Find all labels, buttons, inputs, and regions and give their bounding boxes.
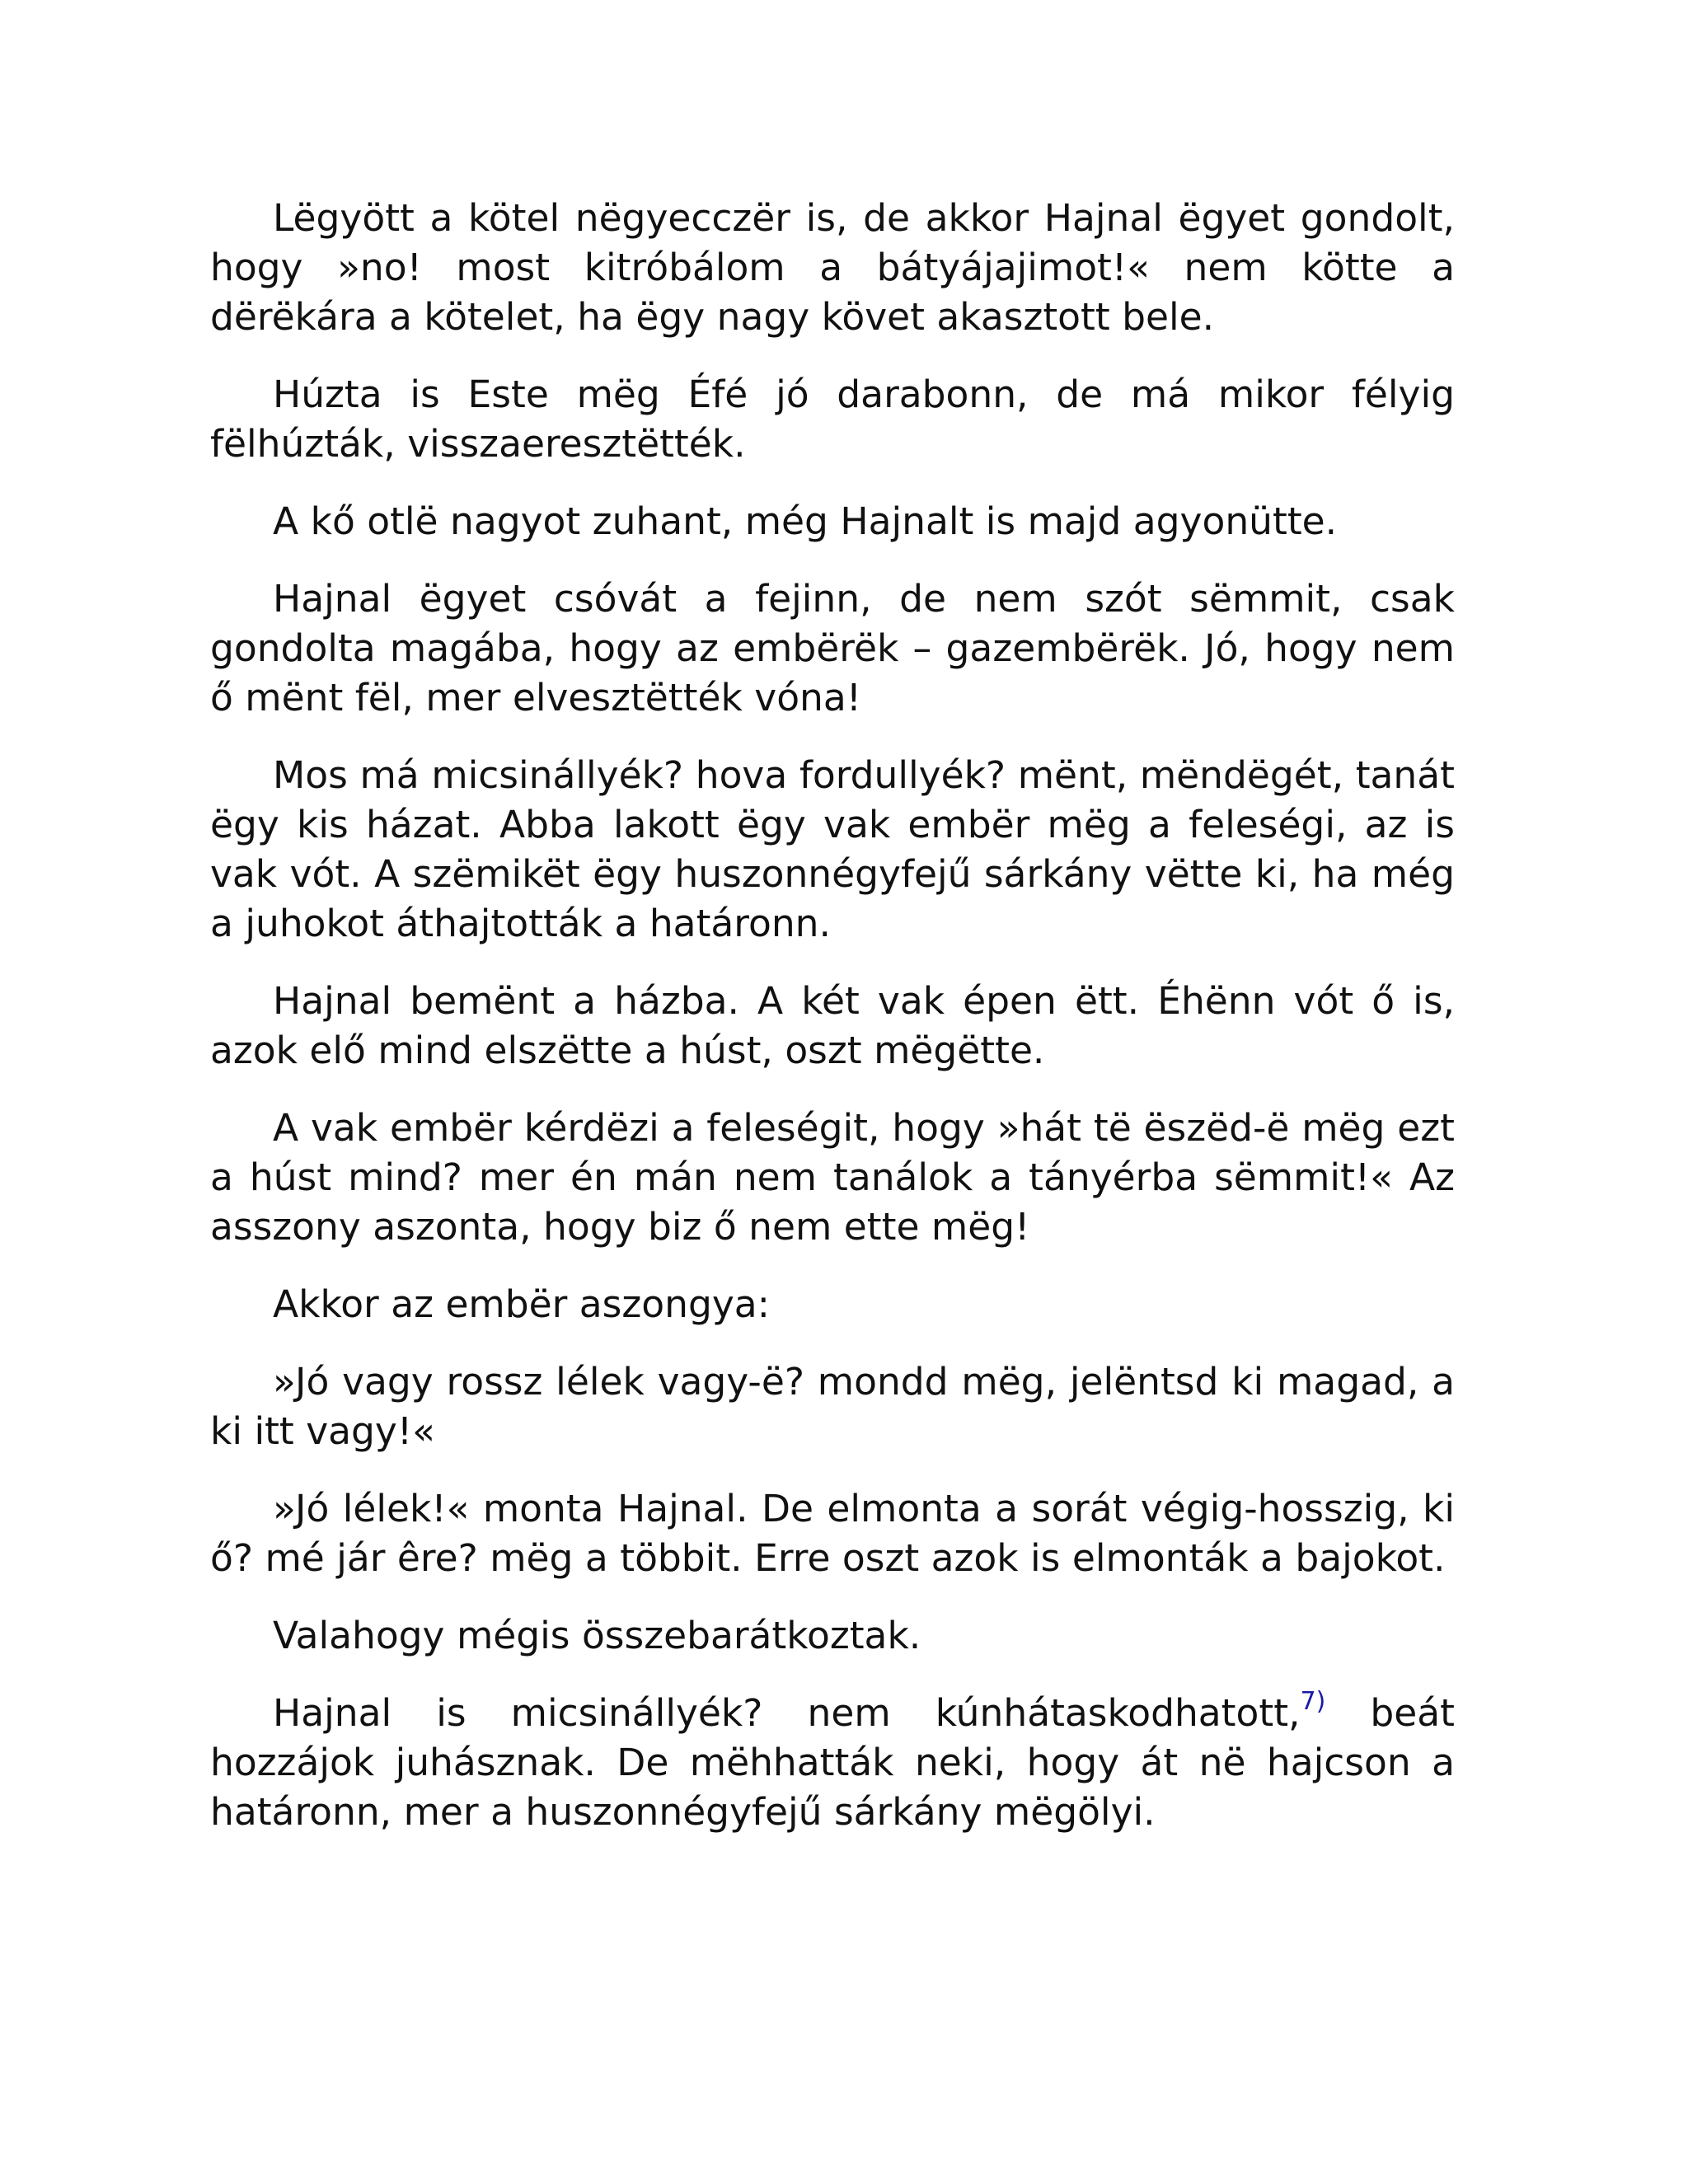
paragraph-5: Mos má micsinállyék? hova fordullyék? mënt, mëndëgét, tanát ëgy kis házat. Abba lakott ëgy vak embër mëg a feleségi, az is vak vót. A szëmikët ëgy huszonnégyfejű sárkány vëtte ki, ha még a juhokot áthajtották a határonn. (210, 753, 1455, 945)
paragraph-10: »Jó lélek!« monta Hajnal. De elmonta a sorát végig-hosszig, ki ő? mé jár êre? mëg a többit. Erre oszt azok is elmonták a bajokot. (210, 1487, 1455, 1580)
paragraph-12-text-end: beát hozzájok juhásznak. De mëhhatták neki, hogy át në hajcson a határonn, mer a huszonnégyfejű sárkány mëgölyi. (210, 1691, 1455, 1834)
page-body (210, 194, 1455, 1865)
paragraph-11: Valahogy mégis összebarátkoztak. (273, 1614, 921, 1657)
paragraph-12-text-start: Hajnal is micsinállyék? nem kúnhátaskodhatott, (273, 1691, 1301, 1735)
paragraph-3: A kő otlë nagyot zuhant, még Hajnalt is majd agyonütte. (273, 499, 1338, 543)
footnote-ref-link[interactable]: 7) (1300, 1687, 1326, 1716)
paragraph-2: Húzta is Este mëg Éfé jó darabonn, de má mikor félyig fëlhúzták, visszaeresztëtték. (210, 373, 1455, 466)
paragraph-9: »Jó vagy rossz lélek vagy-ë? mondd mëg, jelëntsd ki magad, a ki itt vagy!« (210, 1360, 1455, 1453)
paragraph-6: Hajnal bemënt a házba. A két vak épen ëtt. Éhënn vót ő is, azok elő mind elszëtte a húst, oszt mëgëtte. (210, 979, 1455, 1072)
paragraph-1: Lëgyött a kötel nëgyecczër is, de akkor Hajnal ëgyet gondolt, hogy »no! most kitróbálom a bátyájajimot!« nem kötte a dërëkára a kötelet, ha ëgy nagy követ akasztott bele. (210, 196, 1455, 339)
paragraph-8: Akkor az embër aszongya: (273, 1282, 770, 1326)
paragraph-7: A vak embër kérdëzi a feleségit, hogy »hát të ëszëd-ë mëg ezt a húst mind? mer én mán nem tanálok a tányérba sëmmit!« Az asszony aszonta, hogy biz ő nem ette mëg! (210, 1106, 1455, 1249)
paragraph-12 (210, 1689, 1455, 1837)
paragraph-4: Hajnal ëgyet csóvát a fejinn, de nem szót sëmmit, csak gondolta magába, hogy az embërëk – gazembërëk. Jó, hogy nem ő mënt fël, mer elvesztëtték vóna! (210, 577, 1455, 719)
